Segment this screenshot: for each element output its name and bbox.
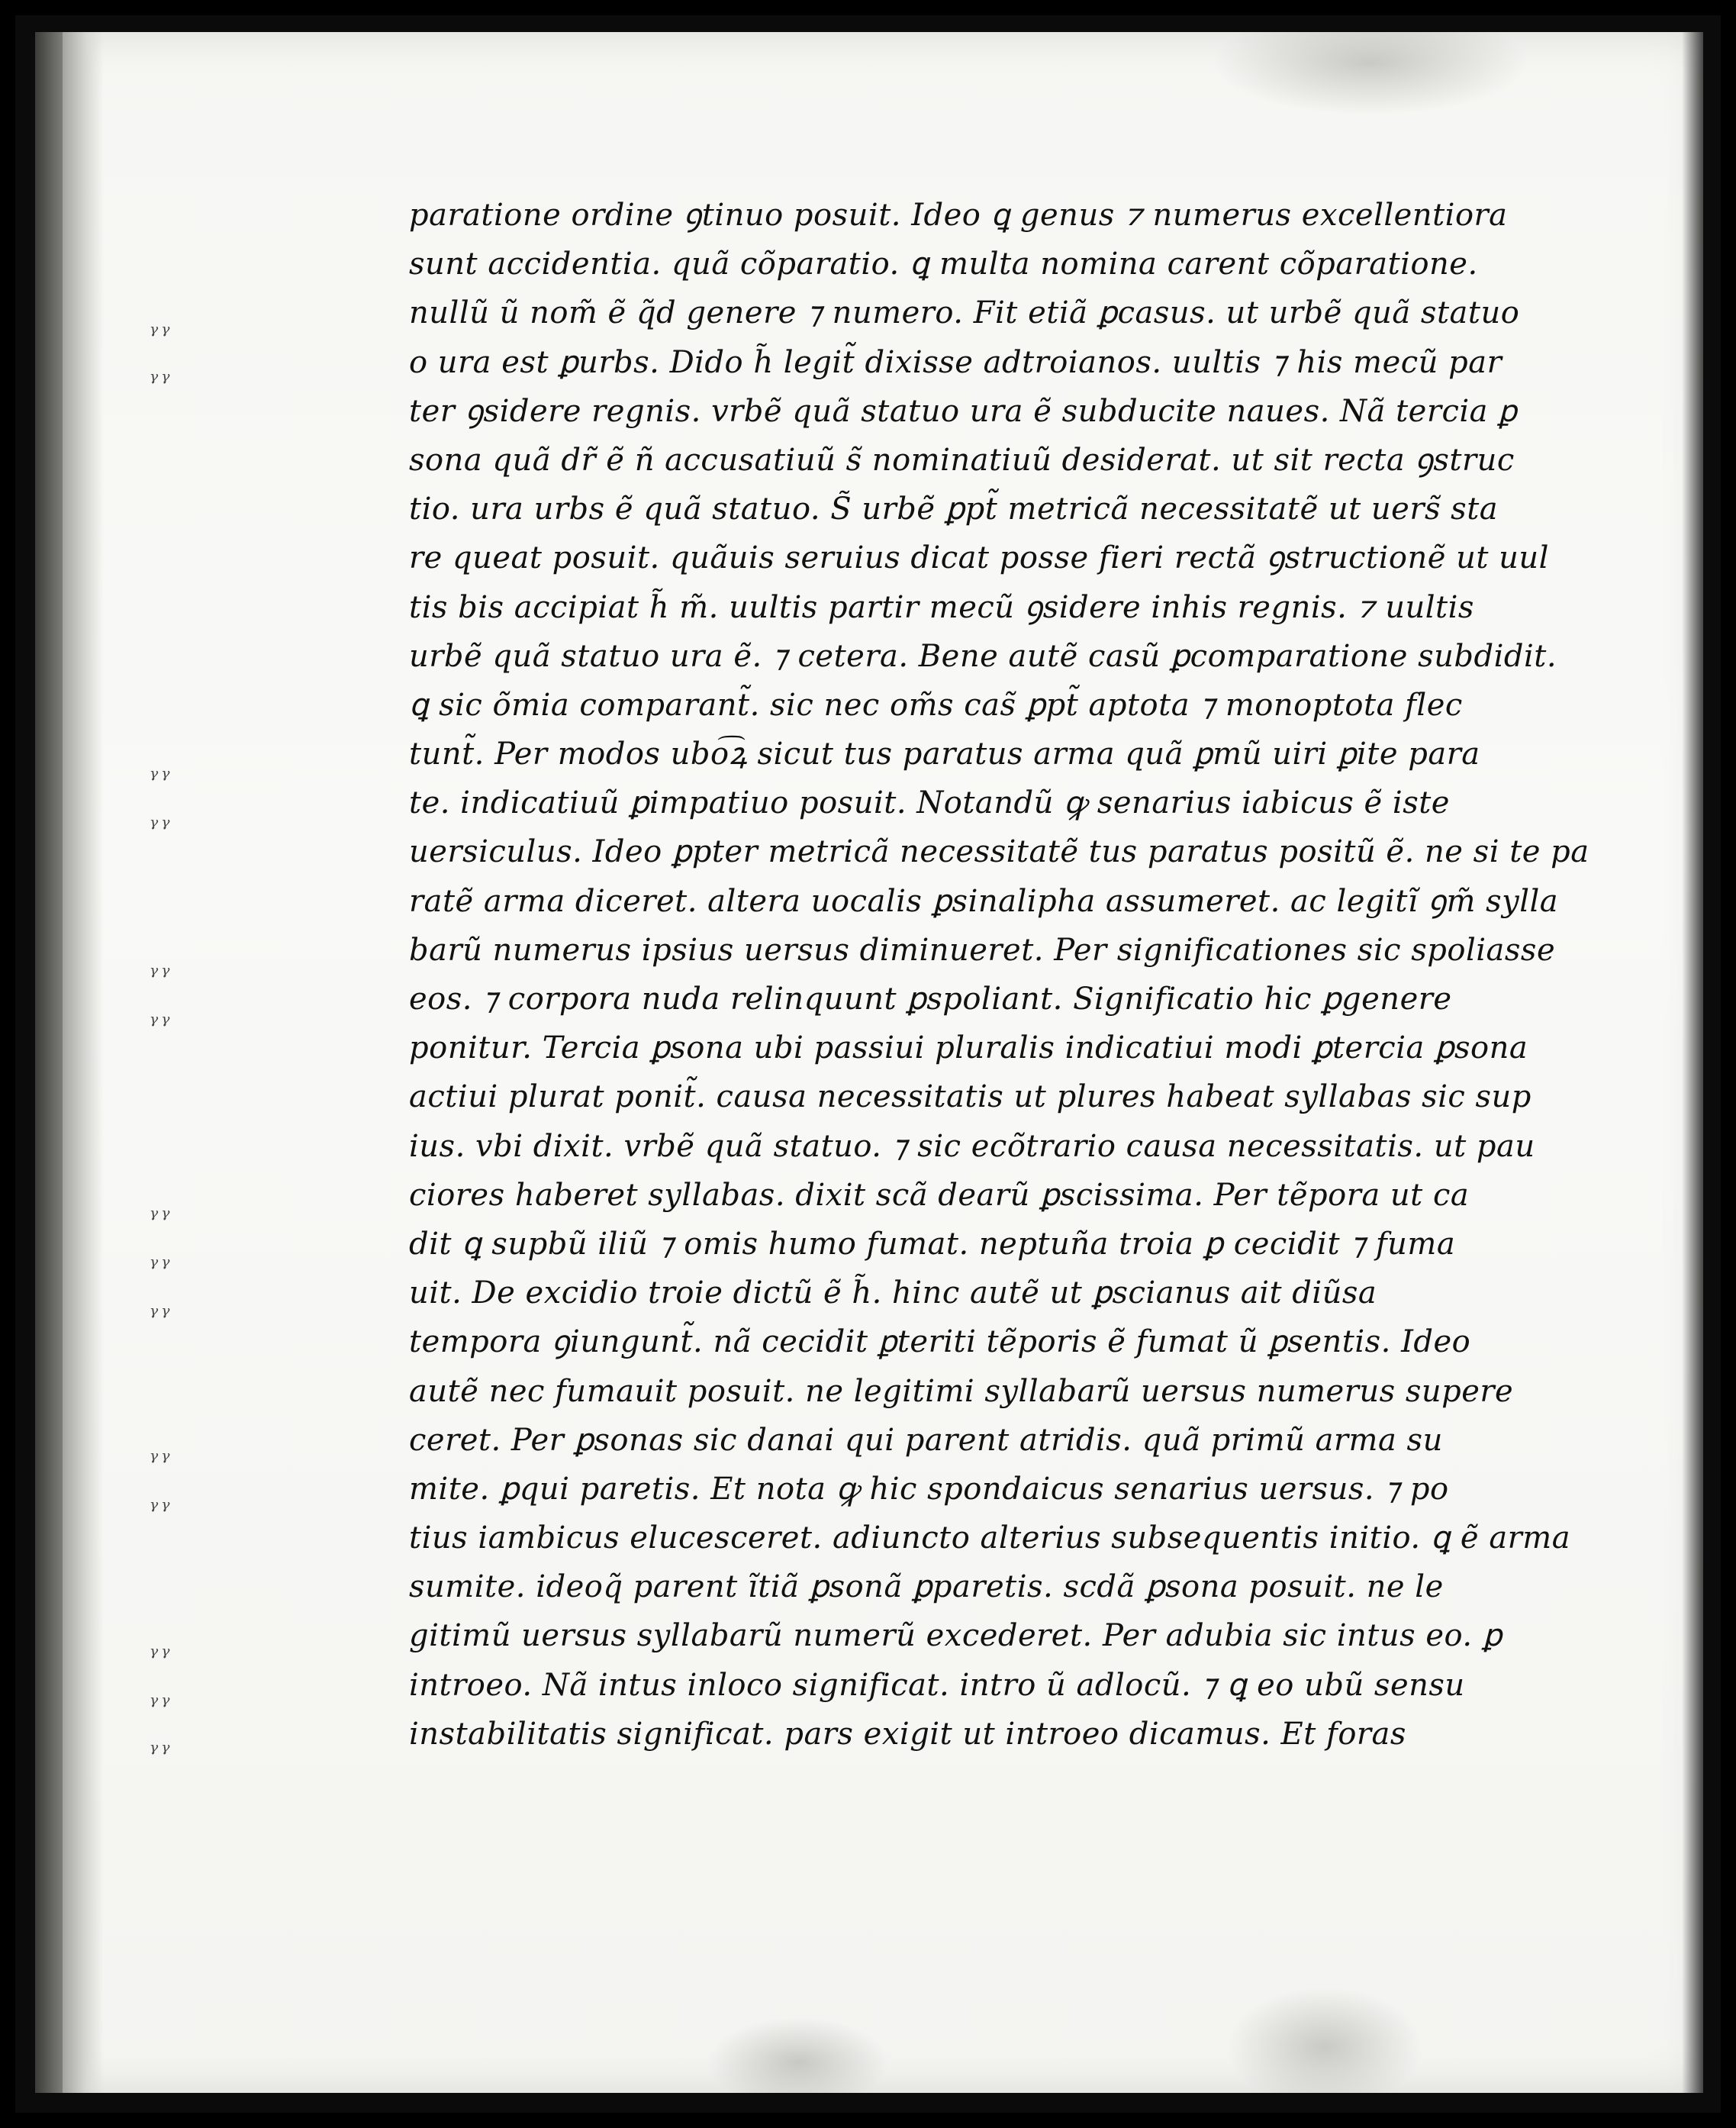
text-line: urbẽ quã statuo ura ẽ. ⁊ cetera. Bene autẽ casũ ꝑcomparatione subdidit. — [409, 638, 1557, 674]
text-line: ciores haberet syllabas. dixit scã dearũ ꝑscissima. Per tẽpora ut ca — [409, 1177, 1470, 1213]
text-line: actiui plurat ponit̃. causa necessitatis ut plures habeat syllabas sic sup — [409, 1079, 1531, 1115]
margin-mark: ᵞᵞ — [150, 1691, 173, 1718]
text-line: nullũ ũ nom̃ ẽ q̃d genere ⁊ numero. Fit etiã ꝑcasus. ut urbẽ quã statuo — [409, 295, 1520, 331]
text-line: sunt accidentia. quã cõparatio. ꝗ multa nomina carent cõparatione. — [409, 247, 1478, 282]
manuscript-page — [35, 32, 1703, 2093]
text-line: paratione ordine ꝯtinuo posuit. Ideo ꝗ genus ⁊ numerus excellentiora — [409, 198, 1508, 233]
margin-mark: ᵞᵞ — [150, 1253, 173, 1280]
margin-mark: ᵞᵞ — [150, 1302, 173, 1329]
binding-edge — [35, 32, 63, 2093]
text-line: dit ꝗ supbũ iliũ ⁊ omis humo fumat. neptuña troia ꝑ cecidit ⁊ fuma — [409, 1226, 1456, 1262]
stain-bottom — [1226, 1986, 1424, 2093]
margin-mark: ᵞᵞ — [150, 368, 173, 395]
text-line: te. indicatiuũ ꝑimpatiuo posuit. Notandũ ꝙ senarius iabicus ẽ iste — [409, 785, 1450, 821]
margin-mark: ᵞᵞ — [150, 814, 173, 840]
page-right-edge — [1682, 32, 1703, 2093]
margin-mark: ᵞᵞ — [150, 321, 173, 347]
margin-mark: ᵞᵞ — [150, 1011, 173, 1037]
margin-mark: ᵞᵞ — [150, 962, 173, 988]
text-line: autẽ nec fumauit posuit. ne legitimi syllabarũ uersus numerus supere — [409, 1373, 1514, 1409]
text-line: tio. ura urbs ẽ quã statuo. S̃ urbẽ ꝑpt̃ metricã necessitatẽ ut uers̃ sta — [409, 492, 1499, 527]
text-line: mite. ꝑqui paretis. Et nota ꝙ hic spondaicus senarius uersus. ⁊ po — [409, 1471, 1449, 1507]
margin-mark: ᵞᵞ — [150, 1204, 173, 1231]
margin-mark: ᵞᵞ — [150, 1643, 173, 1669]
text-line: ratẽ arma diceret. altera uocalis ꝑsinalipha assumeret. ac legitĩ ꝯm̃ sylla — [409, 883, 1559, 919]
text-line: tunt̃. Per modos ubo͡ꝝ sicut tus paratus arma quã ꝑmũ uiri ꝑite para — [409, 737, 1480, 772]
text-line: ponitur. Tercia ꝑsona ubi passiui pluralis indicatiui modi ꝑtercia ꝑsona — [409, 1030, 1528, 1066]
text-line: tius iambicus elucesceret. adiuncto alterius subsequentis initio. ꝗ ẽ arma — [409, 1520, 1571, 1556]
manuscript-text — [409, 191, 1676, 1759]
stain-bottom-left — [707, 2017, 890, 2093]
text-line: instabilitatis significat. pars exigit ut introeo dicamus. Et foras — [409, 1716, 1406, 1752]
margin-mark: ᵞᵞ — [150, 1447, 173, 1474]
margin-mark: ᵞᵞ — [150, 1739, 173, 1765]
text-line: uersiculus. Ideo ꝑpter metricã necessitatẽ tus paratus positũ ẽ. ne si te pa — [409, 834, 1589, 870]
text-line: o ura est ꝑurbs. Dido h̃ legit̃ dixisse adtroianos. uultis ⁊ his mecũ par — [409, 344, 1502, 380]
text-line: ceret. Per ꝑsonas sic danai qui parent atridis. quã primũ arma su — [409, 1422, 1443, 1458]
text-line: sumite. ideoq̃ parent ĩtiã ꝑsonã ꝑparetis. scdã ꝑsona posuit. ne le — [409, 1569, 1444, 1605]
text-line: ꝗ sic õmia comparant̃. sic nec om̃s cas̃ ꝑpt̃ aptota ⁊ monoptota flec — [409, 687, 1463, 723]
text-line: uit. De excidio troie dictũ ẽ h̃. hinc autẽ ut ꝑscianus ait diũsa — [409, 1275, 1377, 1311]
text-line: sona quã dr̃ ẽ ñ accusatiuũ s̃ nominatiuũ desiderat. ut sit recta ꝯstruc — [409, 442, 1515, 478]
stain-top — [1210, 32, 1531, 116]
text-line: re queat posuit. quãuis seruius dicat posse fieri rectã ꝯstructionẽ ut uul — [409, 540, 1549, 576]
text-line: introeo. Nã intus inloco significat. intro ũ adlocũ. ⁊ ꝗ eo ubũ sensu — [409, 1667, 1465, 1703]
text-line: eos. ⁊ corpora nuda relinquunt ꝑspoliant. Significatio hic ꝑgenere — [409, 982, 1452, 1017]
text-line: gitimũ uersus syllabarũ numerũ excederet. Per adubia sic intus eo. ꝑ — [409, 1618, 1502, 1654]
margin-marks — [150, 32, 241, 2093]
margin-mark: ᵞᵞ — [150, 765, 173, 792]
photo-frame — [15, 15, 1721, 2113]
text-line: tempora ꝯiungunt̃. nã cecidit ꝑteriti tẽporis ẽ fumat ũ ꝑsentis. Ideo — [409, 1324, 1471, 1360]
text-line: tis bis accipiat h̃ m̃. uultis partir mecũ ꝯsidere inhis regnis. ⁊ uultis — [409, 589, 1474, 625]
text-line: ter ꝯsidere regnis. vrbẽ quã statuo ura ẽ subducite naues. Nã tercia ꝑ — [409, 393, 1518, 429]
text-line: barũ numerus ipsius uersus diminueret. Per significationes sic spoliasse — [409, 932, 1556, 968]
margin-mark: ᵞᵞ — [150, 1496, 173, 1523]
text-line: ius. vbi dixit. vrbẽ quã statuo. ⁊ sic ecõtrario causa necessitatis. ut pau — [409, 1128, 1535, 1164]
